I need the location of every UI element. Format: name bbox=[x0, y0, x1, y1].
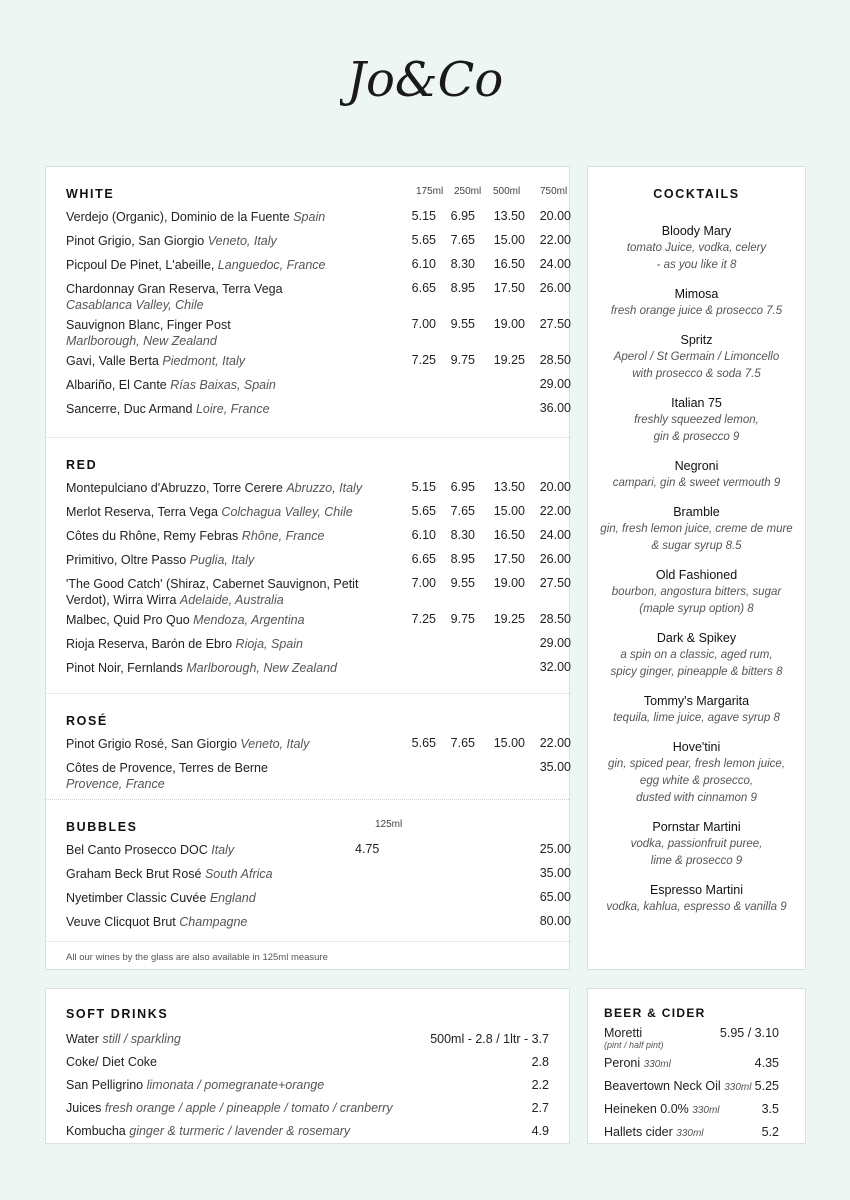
cocktail-item bbox=[588, 504, 805, 555]
cocktail-desc: fresh orange juice & prosecco 7.5 bbox=[610, 305, 783, 317]
cocktail-name: Bramble bbox=[673, 505, 720, 519]
white-wine-section bbox=[46, 167, 569, 437]
price-250: 7.65 bbox=[450, 736, 475, 750]
cocktail-desc: vodka, kahlua, espresso & vanilla 9 bbox=[606, 901, 787, 913]
soft-drink-row bbox=[46, 1098, 569, 1121]
price-500: 16.50 bbox=[493, 528, 525, 542]
cocktail-desc: gin & prosecco 9 bbox=[653, 431, 740, 443]
wine-name-cell bbox=[66, 476, 391, 496]
wine-name: Veuve Clicquot Brut bbox=[66, 915, 176, 929]
size-750: 750ml bbox=[540, 186, 568, 197]
wine-row bbox=[66, 253, 571, 277]
cocktail-desc: - as you like it 8 bbox=[656, 259, 737, 271]
wine-name: Bel Canto Prosecco DOC bbox=[66, 843, 208, 857]
wine-row bbox=[66, 608, 571, 632]
price-750: 29.00 bbox=[539, 636, 571, 650]
cocktails-panel bbox=[587, 166, 806, 970]
price-175: 7.25 bbox=[411, 612, 436, 626]
soft-drink-price: 2.7 bbox=[531, 1101, 549, 1115]
price-175: 6.65 bbox=[411, 552, 436, 566]
price-250: 6.95 bbox=[450, 209, 475, 223]
cocktail-item bbox=[588, 458, 805, 492]
cocktail-name: Negroni bbox=[674, 459, 719, 473]
wine-region: South Africa bbox=[204, 867, 273, 881]
wine-name: Picpoul De Pinet, L'abeille, bbox=[66, 258, 215, 272]
price-750: 24.00 bbox=[539, 528, 571, 542]
wine-row bbox=[66, 397, 571, 421]
wine-row bbox=[66, 862, 571, 886]
wine-name: 'The Good Catch' (Shiraz, Cabernet Sauvignon, Petit Verdot), Wirra Wirra bbox=[66, 577, 359, 607]
beer-row bbox=[588, 1102, 805, 1125]
wine-region: Colchagua Valley, Chile bbox=[221, 505, 353, 519]
price-250: 8.95 bbox=[450, 281, 475, 295]
price-175: 6.65 bbox=[411, 281, 436, 295]
cocktail-desc: bourbon, angostura bitters, sugar bbox=[611, 586, 782, 598]
wine-region: Provence, France bbox=[66, 777, 165, 791]
price-750: 28.50 bbox=[539, 612, 571, 626]
cocktail-item bbox=[588, 739, 805, 807]
wine-name: Pinot Noir, Fernlands bbox=[66, 661, 183, 675]
wine-region: Languedoc, France bbox=[217, 258, 326, 272]
price-250: 6.95 bbox=[450, 480, 475, 494]
beer-price: 5.2 bbox=[761, 1125, 779, 1139]
wine-name: Gavi, Valle Berta bbox=[66, 354, 159, 368]
cocktail-desc: campari, gin & sweet vermouth 9 bbox=[612, 477, 781, 489]
beer-row bbox=[588, 1056, 805, 1079]
cocktail-desc: & sugar syrup 8.5 bbox=[651, 540, 742, 552]
price-500: 15.00 bbox=[493, 504, 525, 518]
price-750: 26.00 bbox=[539, 281, 571, 295]
wine-row bbox=[66, 838, 571, 862]
bubbles-header-row bbox=[66, 814, 549, 838]
cocktail-desc: tequila, lime juice, agave syrup 8 bbox=[613, 712, 780, 724]
price-750: 32.00 bbox=[539, 660, 571, 674]
wine-region: Puglia, Italy bbox=[189, 553, 255, 567]
price-250: 9.75 bbox=[450, 353, 475, 367]
cocktail-name: Dark & Spikey bbox=[656, 631, 737, 645]
wine-note: All our wines by the glass are also available in 125ml measure bbox=[46, 941, 569, 975]
wine-name-cell bbox=[66, 205, 391, 225]
jo-and-co-logo bbox=[340, 38, 510, 118]
wine-name: Sancerre, Duc Armand bbox=[66, 402, 193, 416]
beer-detail: 330ml bbox=[643, 1059, 671, 1070]
price-750: 35.00 bbox=[539, 866, 571, 880]
price-750: 27.50 bbox=[539, 576, 571, 590]
price-500: 19.25 bbox=[493, 353, 525, 367]
price-500: 19.25 bbox=[493, 612, 525, 626]
wine-name-cell bbox=[66, 608, 391, 628]
wine-name-cell bbox=[66, 524, 391, 544]
wine-region: England bbox=[209, 891, 256, 905]
cocktail-item bbox=[588, 819, 805, 870]
beer-sub: (pint / half pint) bbox=[604, 1040, 664, 1050]
price-750: 80.00 bbox=[539, 914, 571, 928]
soft-drink-row bbox=[46, 1075, 569, 1098]
cocktail-desc: dusted with cinnamon 9 bbox=[636, 792, 757, 804]
wine-region: Mendoza, Argentina bbox=[193, 613, 305, 627]
soft-drink-detail: ginger & turmeric / lavender & rosemary bbox=[129, 1124, 351, 1138]
cocktail-item bbox=[588, 332, 805, 383]
wine-region: Marlborough, New Zealand bbox=[186, 661, 337, 675]
price-250: 7.65 bbox=[450, 233, 475, 247]
wine-row bbox=[66, 732, 571, 756]
beer-cider-title: BEER & CIDER bbox=[604, 1006, 706, 1020]
white-header-row bbox=[66, 181, 568, 205]
wine-name: Graham Beck Brut Rosé bbox=[66, 867, 202, 881]
price-175: 5.65 bbox=[411, 736, 436, 750]
price-750: 24.00 bbox=[539, 257, 571, 271]
price-500: 13.50 bbox=[493, 209, 525, 223]
cocktail-name: Hove'tini bbox=[672, 740, 721, 754]
wine-row bbox=[66, 277, 571, 313]
beer-detail: 330ml bbox=[676, 1128, 704, 1139]
wine-name: Sauvignon Blanc, Finger Post bbox=[66, 318, 231, 332]
price-750: 27.50 bbox=[539, 317, 571, 331]
cocktail-desc: gin, spiced pear, fresh lemon juice, bbox=[607, 758, 786, 770]
soft-drink-name: Coke/ Diet Coke bbox=[66, 1055, 158, 1069]
rose-header-row bbox=[66, 708, 549, 732]
wine-name-cell bbox=[66, 313, 391, 349]
wine-row bbox=[66, 548, 571, 572]
cocktail-name: Espresso Martini bbox=[649, 883, 744, 897]
wine-region: Veneto, Italy bbox=[240, 737, 310, 751]
price-750: 22.00 bbox=[539, 504, 571, 518]
wine-name: Montepulciano d'Abruzzo, Torre Cerere bbox=[66, 481, 283, 495]
beer-name: Moretti bbox=[604, 1026, 643, 1040]
bubbles-section bbox=[46, 799, 569, 941]
cocktail-name: Old Fashioned bbox=[655, 568, 738, 582]
soft-drinks-title: SOFT DRINKS bbox=[66, 1007, 169, 1021]
wine-region: Marlborough, New Zealand bbox=[66, 334, 217, 348]
price-750: 25.00 bbox=[539, 842, 571, 856]
price-500: 17.50 bbox=[493, 281, 525, 295]
wine-row bbox=[66, 205, 571, 229]
beer-name: Beavertown Neck Oil bbox=[604, 1079, 721, 1093]
wine-name-cell bbox=[66, 349, 391, 369]
soft-drink-detail: fresh orange / apple / pineapple / tomato / cranberry bbox=[104, 1101, 393, 1115]
wine-name-cell bbox=[66, 397, 391, 417]
wine-row bbox=[66, 373, 571, 397]
wine-region: Rioja, Spain bbox=[235, 637, 303, 651]
cocktail-item bbox=[588, 693, 805, 727]
rose-title: ROSÉ bbox=[66, 714, 108, 728]
wine-row bbox=[66, 910, 571, 934]
wine-name-cell bbox=[66, 732, 391, 752]
price-750: 36.00 bbox=[539, 401, 571, 415]
cocktail-name: Mimosa bbox=[674, 287, 719, 301]
cocktail-item bbox=[588, 882, 805, 916]
price-250: 9.75 bbox=[450, 612, 475, 626]
wine-row bbox=[66, 632, 571, 656]
wine-region: Casablanca Valley, Chile bbox=[66, 298, 204, 312]
cocktails-title: COCKTAILS bbox=[653, 187, 740, 201]
wine-name: Albariño, El Cante bbox=[66, 378, 167, 392]
wine-row bbox=[66, 349, 571, 373]
cocktail-desc: vodka, passionfruit puree, bbox=[630, 838, 763, 850]
wine-name-cell bbox=[66, 910, 391, 930]
soft-drink-name: Juices bbox=[66, 1101, 102, 1115]
wine-name: Côtes de Provence, Terres de Berne bbox=[66, 761, 268, 775]
red-title: RED bbox=[66, 458, 98, 472]
price-750: 26.00 bbox=[539, 552, 571, 566]
soft-drinks-panel bbox=[45, 988, 570, 1144]
price-500: 15.00 bbox=[493, 233, 525, 247]
wine-region: Rhône, France bbox=[241, 529, 325, 543]
price-750: 65.00 bbox=[539, 890, 571, 904]
wine-region: Veneto, Italy bbox=[207, 234, 277, 248]
soft-drink-price: 4.9 bbox=[531, 1124, 549, 1138]
price-500: 17.50 bbox=[493, 552, 525, 566]
wine-name: Primitivo, Oltre Passo bbox=[66, 553, 187, 567]
cocktail-desc: a spin on a classic, aged rum, bbox=[620, 649, 773, 661]
soft-drink-detail: limonata / pomegranate+orange bbox=[146, 1078, 325, 1092]
wine-name: Malbec, Quid Pro Quo bbox=[66, 613, 190, 627]
wine-name-cell bbox=[66, 253, 391, 273]
price-125: 4.75 bbox=[355, 842, 380, 856]
price-175: 6.10 bbox=[411, 528, 436, 542]
wine-name: Chardonnay Gran Reserva, Terra Vega bbox=[66, 282, 283, 296]
wine-name: Verdejo (Organic), Dominio de la Fuente bbox=[66, 210, 290, 224]
price-500: 13.50 bbox=[493, 480, 525, 494]
beer-cider-panel bbox=[587, 988, 806, 1144]
beer-detail: 330ml bbox=[724, 1082, 752, 1093]
wine-row bbox=[66, 756, 571, 792]
wine-row bbox=[66, 886, 571, 910]
cocktail-item bbox=[588, 567, 805, 618]
wine-name-cell bbox=[66, 838, 391, 858]
beer-name: Hallets cider bbox=[604, 1125, 673, 1139]
cocktail-desc: spicy ginger, pineapple & bitters 8 bbox=[610, 666, 783, 678]
wine-name-cell bbox=[66, 229, 391, 249]
cocktail-item bbox=[588, 223, 805, 274]
cocktail-desc: gin, fresh lemon juice, creme de mure bbox=[600, 523, 793, 535]
beer-price: 5.95 / 3.10 bbox=[719, 1026, 779, 1040]
price-750: 22.00 bbox=[539, 736, 571, 750]
white-title: WHITE bbox=[66, 187, 115, 201]
beer-row bbox=[588, 1079, 805, 1102]
wine-name: Merlot Reserva, Terra Vega bbox=[66, 505, 218, 519]
wine-row bbox=[66, 229, 571, 253]
wine-row bbox=[66, 476, 571, 500]
red-header-row bbox=[66, 452, 549, 476]
logo-text: Jo&Co bbox=[346, 52, 504, 108]
beer-name: Peroni bbox=[604, 1056, 641, 1070]
wine-name: Rioja Reserva, Barón de Ebro bbox=[66, 637, 233, 651]
cocktail-item bbox=[588, 286, 805, 320]
wine-name-cell bbox=[66, 373, 391, 393]
wine-row bbox=[66, 313, 571, 349]
price-175: 7.00 bbox=[411, 576, 436, 590]
cocktail-desc: tomato Juice, vodka, celery bbox=[626, 242, 767, 254]
price-175: 6.10 bbox=[411, 257, 436, 271]
soft-drink-price: 2.8 bbox=[531, 1055, 549, 1069]
soft-drink-row bbox=[46, 1121, 569, 1144]
wine-name-cell bbox=[66, 886, 391, 906]
cocktail-desc: (maple syrup option) 8 bbox=[639, 603, 754, 615]
price-500: 16.50 bbox=[493, 257, 525, 271]
wine-name-cell bbox=[66, 548, 391, 568]
price-250: 8.30 bbox=[450, 257, 475, 271]
wine-region: Spain bbox=[293, 210, 326, 224]
wine-name-cell bbox=[66, 862, 391, 882]
price-750: 29.00 bbox=[539, 377, 571, 391]
wine-name-cell bbox=[66, 656, 391, 676]
soft-drink-name: San Pelligrino bbox=[66, 1078, 144, 1092]
wine-row bbox=[66, 656, 571, 680]
cocktail-name: Spritz bbox=[680, 333, 713, 347]
soft-drink-price: 2.2 bbox=[531, 1078, 549, 1092]
beer-row bbox=[588, 1026, 805, 1056]
cocktail-item bbox=[588, 395, 805, 446]
soft-drink-name: Kombucha bbox=[66, 1124, 126, 1138]
price-750: 28.50 bbox=[539, 353, 571, 367]
cocktail-name: Bloody Mary bbox=[661, 224, 732, 238]
beer-price: 4.35 bbox=[754, 1056, 779, 1070]
soft-drink-detail: still / sparkling bbox=[102, 1032, 181, 1046]
wine-name: Côtes du Rhône, Remy Febras bbox=[66, 529, 239, 543]
wine-name-cell bbox=[66, 756, 391, 792]
wine-list-panel bbox=[45, 166, 570, 970]
cocktail-item bbox=[588, 630, 805, 681]
wine-region: Italy bbox=[211, 843, 235, 857]
price-175: 5.65 bbox=[411, 504, 436, 518]
price-250: 9.55 bbox=[450, 317, 475, 331]
wine-region: Champagne bbox=[179, 915, 248, 929]
beer-detail: 330ml bbox=[692, 1105, 720, 1116]
price-175: 5.15 bbox=[411, 209, 436, 223]
price-500: 15.00 bbox=[493, 736, 525, 750]
soft-drink-price: 500ml - 2.8 / 1ltr - 3.7 bbox=[430, 1032, 549, 1046]
cocktail-desc: with prosecco & soda 7.5 bbox=[632, 368, 761, 380]
red-wine-section bbox=[46, 437, 569, 693]
cocktail-desc: egg white & prosecco, bbox=[639, 775, 754, 787]
rose-wine-section bbox=[46, 693, 569, 799]
price-500: 19.00 bbox=[493, 317, 525, 331]
size-250: 250ml bbox=[454, 186, 482, 197]
size-500: 500ml bbox=[493, 186, 521, 197]
price-175: 5.15 bbox=[411, 480, 436, 494]
size-125: 125ml bbox=[375, 819, 403, 830]
price-250: 9.55 bbox=[450, 576, 475, 590]
price-750: 20.00 bbox=[539, 209, 571, 223]
wine-region: Piedmont, Italy bbox=[162, 354, 246, 368]
price-750: 22.00 bbox=[539, 233, 571, 247]
wine-region: Loire, France bbox=[195, 402, 270, 416]
size-175: 175ml bbox=[416, 186, 444, 197]
cocktail-name: Pornstar Martini bbox=[652, 820, 741, 834]
cocktail-desc: lime & prosecco 9 bbox=[650, 855, 743, 867]
wine-name: Pinot Grigio, San Giorgio bbox=[66, 234, 205, 248]
wine-row bbox=[66, 524, 571, 548]
price-250: 8.30 bbox=[450, 528, 475, 542]
price-175: 7.00 bbox=[411, 317, 436, 331]
wine-name-cell bbox=[66, 500, 391, 520]
price-750: 20.00 bbox=[539, 480, 571, 494]
wine-row bbox=[66, 572, 571, 608]
soft-drink-row bbox=[46, 1029, 569, 1052]
wine-name-cell bbox=[66, 632, 391, 652]
cocktail-name: Italian 75 bbox=[671, 396, 722, 410]
wine-region: Abruzzo, Italy bbox=[286, 481, 363, 495]
wine-name-cell bbox=[66, 572, 391, 608]
wine-region: Rías Baixas, Spain bbox=[170, 378, 276, 392]
wine-name: Pinot Grigio Rosé, San Giorgio bbox=[66, 737, 237, 751]
cocktail-name: Tommy's Margarita bbox=[643, 694, 750, 708]
price-175: 7.25 bbox=[411, 353, 436, 367]
price-250: 8.95 bbox=[450, 552, 475, 566]
soft-drink-row bbox=[46, 1052, 569, 1075]
price-500: 19.00 bbox=[493, 576, 525, 590]
beer-name: Heineken 0.0% bbox=[604, 1102, 689, 1116]
soft-drink-name: Water bbox=[66, 1032, 99, 1046]
bubbles-title: BUBBLES bbox=[66, 820, 138, 834]
wine-region: Adelaide, Australia bbox=[179, 593, 284, 607]
wine-row bbox=[66, 500, 571, 524]
wine-name: Nyetimber Classic Cuvée bbox=[66, 891, 207, 905]
beer-row bbox=[588, 1125, 805, 1148]
price-250: 7.65 bbox=[450, 504, 475, 518]
cocktail-desc: Aperol / St Germain / Limoncello bbox=[613, 351, 780, 363]
price-175: 5.65 bbox=[411, 233, 436, 247]
cocktail-desc: freshly squeezed lemon, bbox=[634, 414, 759, 426]
beer-price: 3.5 bbox=[761, 1102, 779, 1116]
beer-price: 5.25 bbox=[754, 1079, 779, 1093]
price-750: 35.00 bbox=[539, 760, 571, 774]
wine-name-cell bbox=[66, 277, 391, 313]
